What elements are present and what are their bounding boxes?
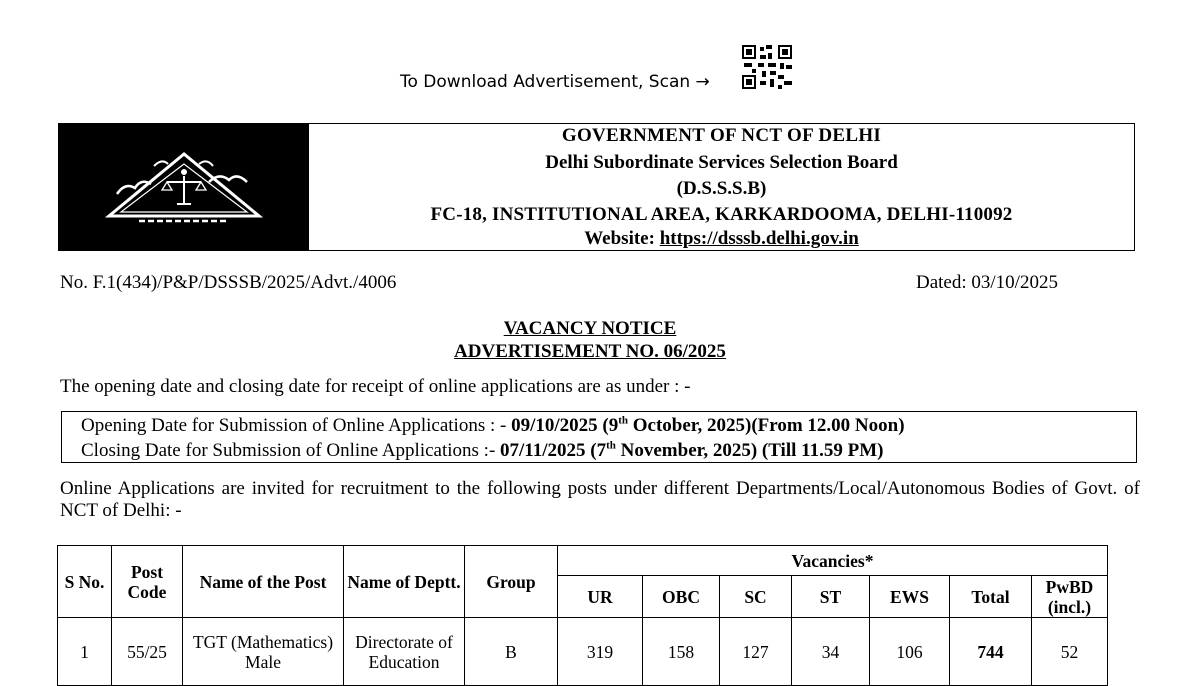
government-name: GOVERNMENT OF NCT OF DELHI <box>561 125 882 146</box>
closing-date-line <box>81 440 883 462</box>
header-ur: UR <box>558 576 643 618</box>
cell-ur: 319 <box>558 618 643 686</box>
cell-post-code: 55/25 <box>112 618 183 686</box>
cell-group: B <box>465 618 558 686</box>
qr-code[interactable] <box>742 45 792 89</box>
opening-date-value: 09/10/2025 (9th October, 2025)(From 12.00 Noon) <box>511 414 905 436</box>
header-total: Total <box>950 576 1032 618</box>
invitation-paragraph: Online Applications are invited for recruitment to the following posts under different Departments/Local/Autonomous Bodies of Govt. of NCT of Delhi: - <box>60 478 1140 521</box>
vacancy-table <box>57 545 1108 686</box>
website-line <box>309 228 1134 250</box>
header-vacancies: Vacancies* <box>558 546 1108 576</box>
cell-s-no: 1 <box>58 618 112 686</box>
board-name: Delhi Subordinate Services Selection Board <box>545 152 898 173</box>
header-group: Group <box>465 546 558 618</box>
advertisement-number: ADVERTISEMENT NO. 06/2025 <box>454 341 726 362</box>
application-dates-box <box>61 411 1137 463</box>
header-deptt: Name of Deptt. <box>344 546 465 618</box>
table-row <box>58 618 1108 686</box>
header-s-no: S No. <box>58 546 112 618</box>
board-abbreviation: (D.S.S.S.B) <box>676 178 767 199</box>
cell-ews: 106 <box>870 618 950 686</box>
header-post-name: Name of the Post <box>183 546 344 618</box>
dsssb-logo-panel <box>59 124 309 250</box>
letterhead-text <box>309 124 1134 250</box>
notice-date: Dated: 03/10/2025 <box>916 272 1058 293</box>
header-ews: EWS <box>870 576 950 618</box>
cell-pwbd: 52 <box>1032 618 1108 686</box>
cell-total: 744 <box>950 618 1032 686</box>
closing-date-label: Closing Date for Submission of Online Applications :- <box>81 440 501 461</box>
website-link[interactable]: https://dsssb.delhi.gov.in <box>659 228 859 249</box>
letterhead <box>58 123 1135 251</box>
cell-post-name: TGT (Mathematics) Male <box>183 618 344 686</box>
dates-intro: The opening date and closing date for receipt of online applications are as under : - <box>60 376 691 397</box>
board-address: FC-18, INSTITUTIONAL AREA, KARKARDOOMA, DELHI-110092 <box>430 204 1013 225</box>
header-post-code: Post Code <box>112 546 183 618</box>
cell-obc: 158 <box>643 618 720 686</box>
opening-date-line <box>81 415 905 437</box>
website-label: Website: <box>584 228 660 249</box>
header-st: ST <box>792 576 870 618</box>
header-pwbd: PwBD (incl.) <box>1032 576 1108 618</box>
cell-st: 34 <box>792 618 870 686</box>
cell-sc: 127 <box>720 618 792 686</box>
reference-number: No. F.1(434)/P&P/DSSSB/2025/Advt./4006 <box>60 272 397 293</box>
opening-date-label: Opening Date for Submission of Online Applications : - <box>81 415 512 436</box>
notice-title: VACANCY NOTICE <box>503 318 677 339</box>
closing-date-value: 07/11/2025 (7th November, 2025) (Till 11.59 PM) <box>500 439 884 461</box>
header-obc: OBC <box>643 576 720 618</box>
dsssb-emblem-icon <box>59 124 309 249</box>
header-sc: SC <box>720 576 792 618</box>
cell-deptt: Directorate of Education <box>344 618 465 686</box>
scan-instruction: To Download Advertisement, Scan → <box>400 72 710 92</box>
